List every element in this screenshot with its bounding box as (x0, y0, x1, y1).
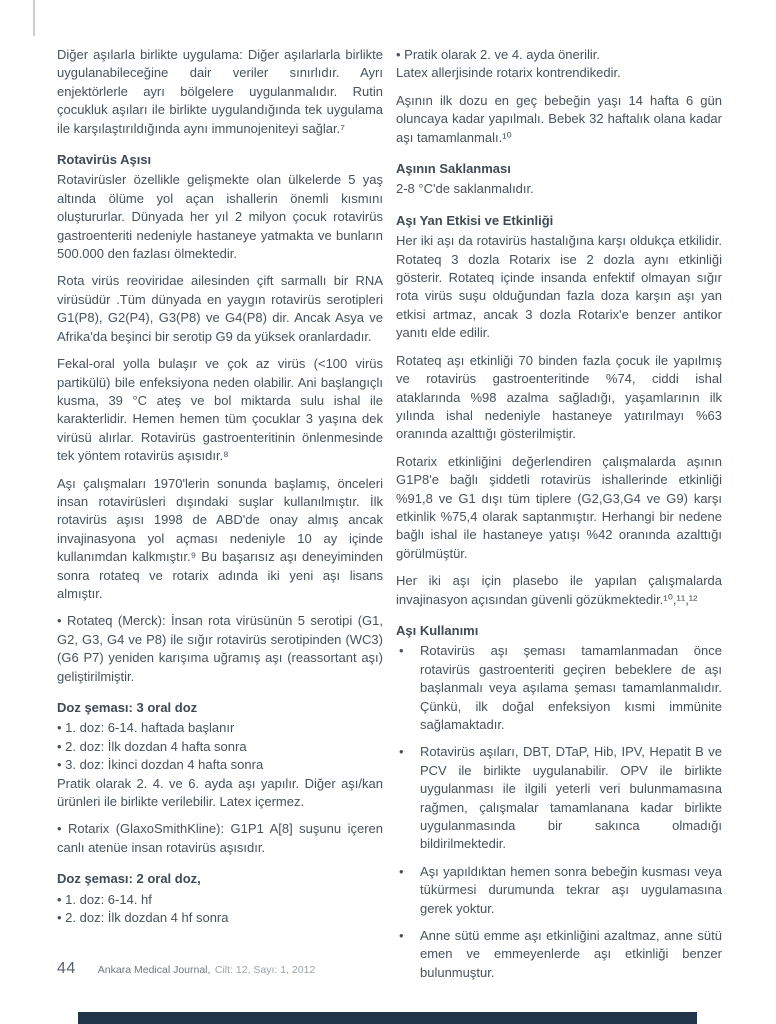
section-heading-doz-semasi-2: Doz şeması: 2 oral doz, (57, 871, 201, 887)
bullet-marker: • (399, 643, 404, 659)
list-item (396, 743, 722, 853)
paragraph: Fekal-oral yolla bulaşır ve çok az virüs (<100 virüs partikülü) bile enfeksiyona neden olabilir. Ani başlangıçlı kusma, 39 °C ateş ve bol miktarda sulu ishal ile karakterlidir. Hemen hemen tüm çocuklar 3 yaşına dek virüsü alırlar. Rotavirüs gastroenteritinin önlenmesinde tek yöntem rotavirüs aşısıdır.⁸ (57, 356, 383, 464)
section-heading-yan-etkisi: Aşı Yan Etkisi ve Etkinliği (396, 212, 554, 228)
list-item-text: Aşı yapıldıktan hemen sonra bebeğin kusması veya tükürmesi durumunda tekrar aşı uygulamasına gerek yoktur. (420, 863, 722, 916)
paragraph: Rotavirüsler özellikle gelişmekte olan ülkelerde 5 yaş altında ölüme yol açan ishallerin önemli kısmını oluştururlar. Dünyada her yıl 2 milyon çocuk rotavirüs gastroenteriti nedeniyle hastaneye yatmakta ve bunların 500.000 den fazlası ölmektedir. (57, 172, 383, 262)
list-item: • 3. doz: İkinci dozdan 4 hafta sonra (57, 757, 264, 773)
paragraph: Pratik olarak 2. 4. ve 6. ayda aşı yapılır. Diğer aşı/kan ürünleri ile birlikte verilebilir. Latex içermez. (57, 775, 383, 810)
paragraph: Aşının ilk dozu en geç bebeğin yaşı 14 hafta 6 gün oluncaya kadar yapılmalı. Bebek 32 haftalık olana kadar aşı tamamlanmalı.¹⁰ (396, 92, 722, 145)
section-heading-asinin-saklanmasi: Aşının Saklanması (396, 161, 511, 177)
paragraph: Latex allerjisinde rotarix kontrendikedir. (396, 65, 621, 81)
list-item (396, 927, 722, 982)
list-item-text: Anne sütü emme aşı etkinliğini azaltmaz, anne sütü emen ve emmeyenlerde aşı etkinliği benzer bulunmuştur. (420, 928, 722, 980)
list-item: • 2. doz: İlk dozdan 4 hf sonra (57, 910, 229, 926)
section-heading-rotavirus-asisi: Rotavirüs Aşısı (57, 152, 152, 168)
list-item: • 1. doz: 6-14. hf (57, 891, 152, 907)
bottom-page-bar (78, 1012, 697, 1024)
paragraph-rotateq: • Rotateq (Merck): İnsan rota virüsünün 5 serotipi (G1, G2, G3, G4 ve P8) ile sığır rotavirüs serotipinden (WC3) (G6 P7) yeniden karışıma uğramış aşı (reassortant aşı) geliştirilmiştir. (57, 613, 383, 684)
paragraph: Aşı çalışmaları 1970'lerin sonunda başlamış, önceleri insan rotavirüsleri dışındaki suşlar kullanılmıştır. İlk rotavirüs aşısı 1998 de ABD'de onay almış ancak invajinasyona yol açması nedeniyle 10 ay içinde kullanımdan kalkmıştır.⁹ Bu başarısız aşı deneyiminden sonra rotateq ve rotarix adında iki yeni aşı lisans almıştır. (57, 475, 383, 601)
paragraph: Rotateq aşı etkinliği 70 binden fazla çocuk ile yapılmış ve rotavirüs gastroenteritinde %74, ciddi ishal ataklarında %98 azalma sağladığı, yaşamlarının ilk yılında ishal nedeniyle hastaneye yatırılmayı %63 oranında azalttığı gösterilmiştir. (396, 352, 722, 442)
right-column (396, 46, 722, 982)
journal-name: Ankara Medical Journal, (97, 964, 211, 976)
paragraph-rotarix: • Rotarix (GlaxoSmithKline): G1P1 A[8] suşunu içeren canlı atenüe insan rotavirüs aşısıdır. (57, 821, 383, 855)
paragraph: Her iki aşı için plasebo ile yapılan çalışmalarda invajinasyon açısından güvenli gözükmektedir.¹⁰,¹¹,¹² (396, 573, 722, 607)
list-item: • 1. doz: 6-14. haftada başlanır (57, 720, 235, 736)
page-footer (57, 960, 315, 978)
list-item: • 2. doz: İlk dozdan 4 hafta sonra (57, 738, 247, 754)
journal-issue-info: Cilt: 12, Sayı: 1, 2012 (214, 964, 316, 976)
paragraph: Rota virüs reoviridae ailesinden çift sarmallı bir RNA virüsüdür .Tüm dünyada en yaygın rotavirüs serotipleri G1(P8), G2(P4), G3(P8) ve G4(P8) dir. Ancak Asya ve Afrika'da beşinci bir serotip G9 da yüksek oranlardadır. (57, 273, 383, 344)
section-heading-doz-semasi-3: Doz şeması: 3 oral doz (57, 700, 198, 715)
section-heading-asi-kullanimi: Aşı Kullanımı (396, 622, 479, 638)
list-item-text: Rotavirüs aşı şeması tamamlanmadan önce rotavirüs gastroenteriti geçiren bebeklere de aşı başlanmalı veya aşılama şeması tamamlanmalıdır. Çünkü, ilk doğal enfeksiyon kısmi immünite sağlamaktadır. (420, 643, 722, 732)
list-item (396, 642, 722, 734)
paragraph: Rotarix etkinliğini değerlendiren çalışmalarda aşının G1P8'e bağlı şiddetli rotavirüs ishallerinde etkinliği %91,8 ve G1 dışı tüm tiplere (G2,G3,G4 ve G9) karşı etkinlik %75,4 olarak saptanmıştır. Herhangi bir nedene bağlı ishal ile hastaneye yatışı %42 oranında azalttığı görülmüştür. (396, 453, 722, 561)
paragraph: 2-8 °C'de saklanmalıdır. (396, 181, 534, 197)
article-page (57, 46, 722, 982)
bullet-marker: • (399, 744, 404, 760)
paragraph: Diğer aşılarla birlikte uygulama: Diğer aşılarlarla birlikte uygulanabileceğine dair veriler sınırlıdır. Ayrı enjektörlerle ayrı bölgelere uygulanmalıdır. Rutin çocukluk aşıları ile birlikte uygulandığında tek uygulama ile karşılaştırıldığında aynı immunojeniteyi sağlar.⁷ (57, 47, 383, 136)
bullet-marker: • (399, 928, 404, 944)
page-number: 44 (57, 960, 76, 977)
bullet-marker: • (399, 863, 404, 879)
left-column (57, 46, 383, 982)
list-item-text: Rotavirüs aşıları, DBT, DTaP, Hib, IPV, Hepatit B ve PCV ile birlikte uygulanabilir. OPV ile birlikte uygulanması ile ilgili yeterli veri bulunmamasına rağmen, çalışmalar tamamlanana kadar birlikte uygulanmasında bir sakınca olmadığı bildirilmektedir. (420, 744, 722, 852)
paragraph: Her iki aşı da rotavirüs hastalığına karşı oldukça etkilidir. Rotateq 3 dozla Rotarix ise 2 dozla aynı etkinliği gösterir. Rotateq içinde insanda enfektif olmayan sığır rota virüs suşu olduğundan fazla doza karşın aşı yan etkisi artmaz, ancak 3 dozla Rotarix'e benzer antikor yanıtı elde edilir. (396, 233, 722, 341)
list-item: • Pratik olarak 2. ve 4. ayda önerilir. (396, 47, 600, 62)
list-item (396, 863, 722, 918)
page-edge-mark (33, 0, 35, 36)
